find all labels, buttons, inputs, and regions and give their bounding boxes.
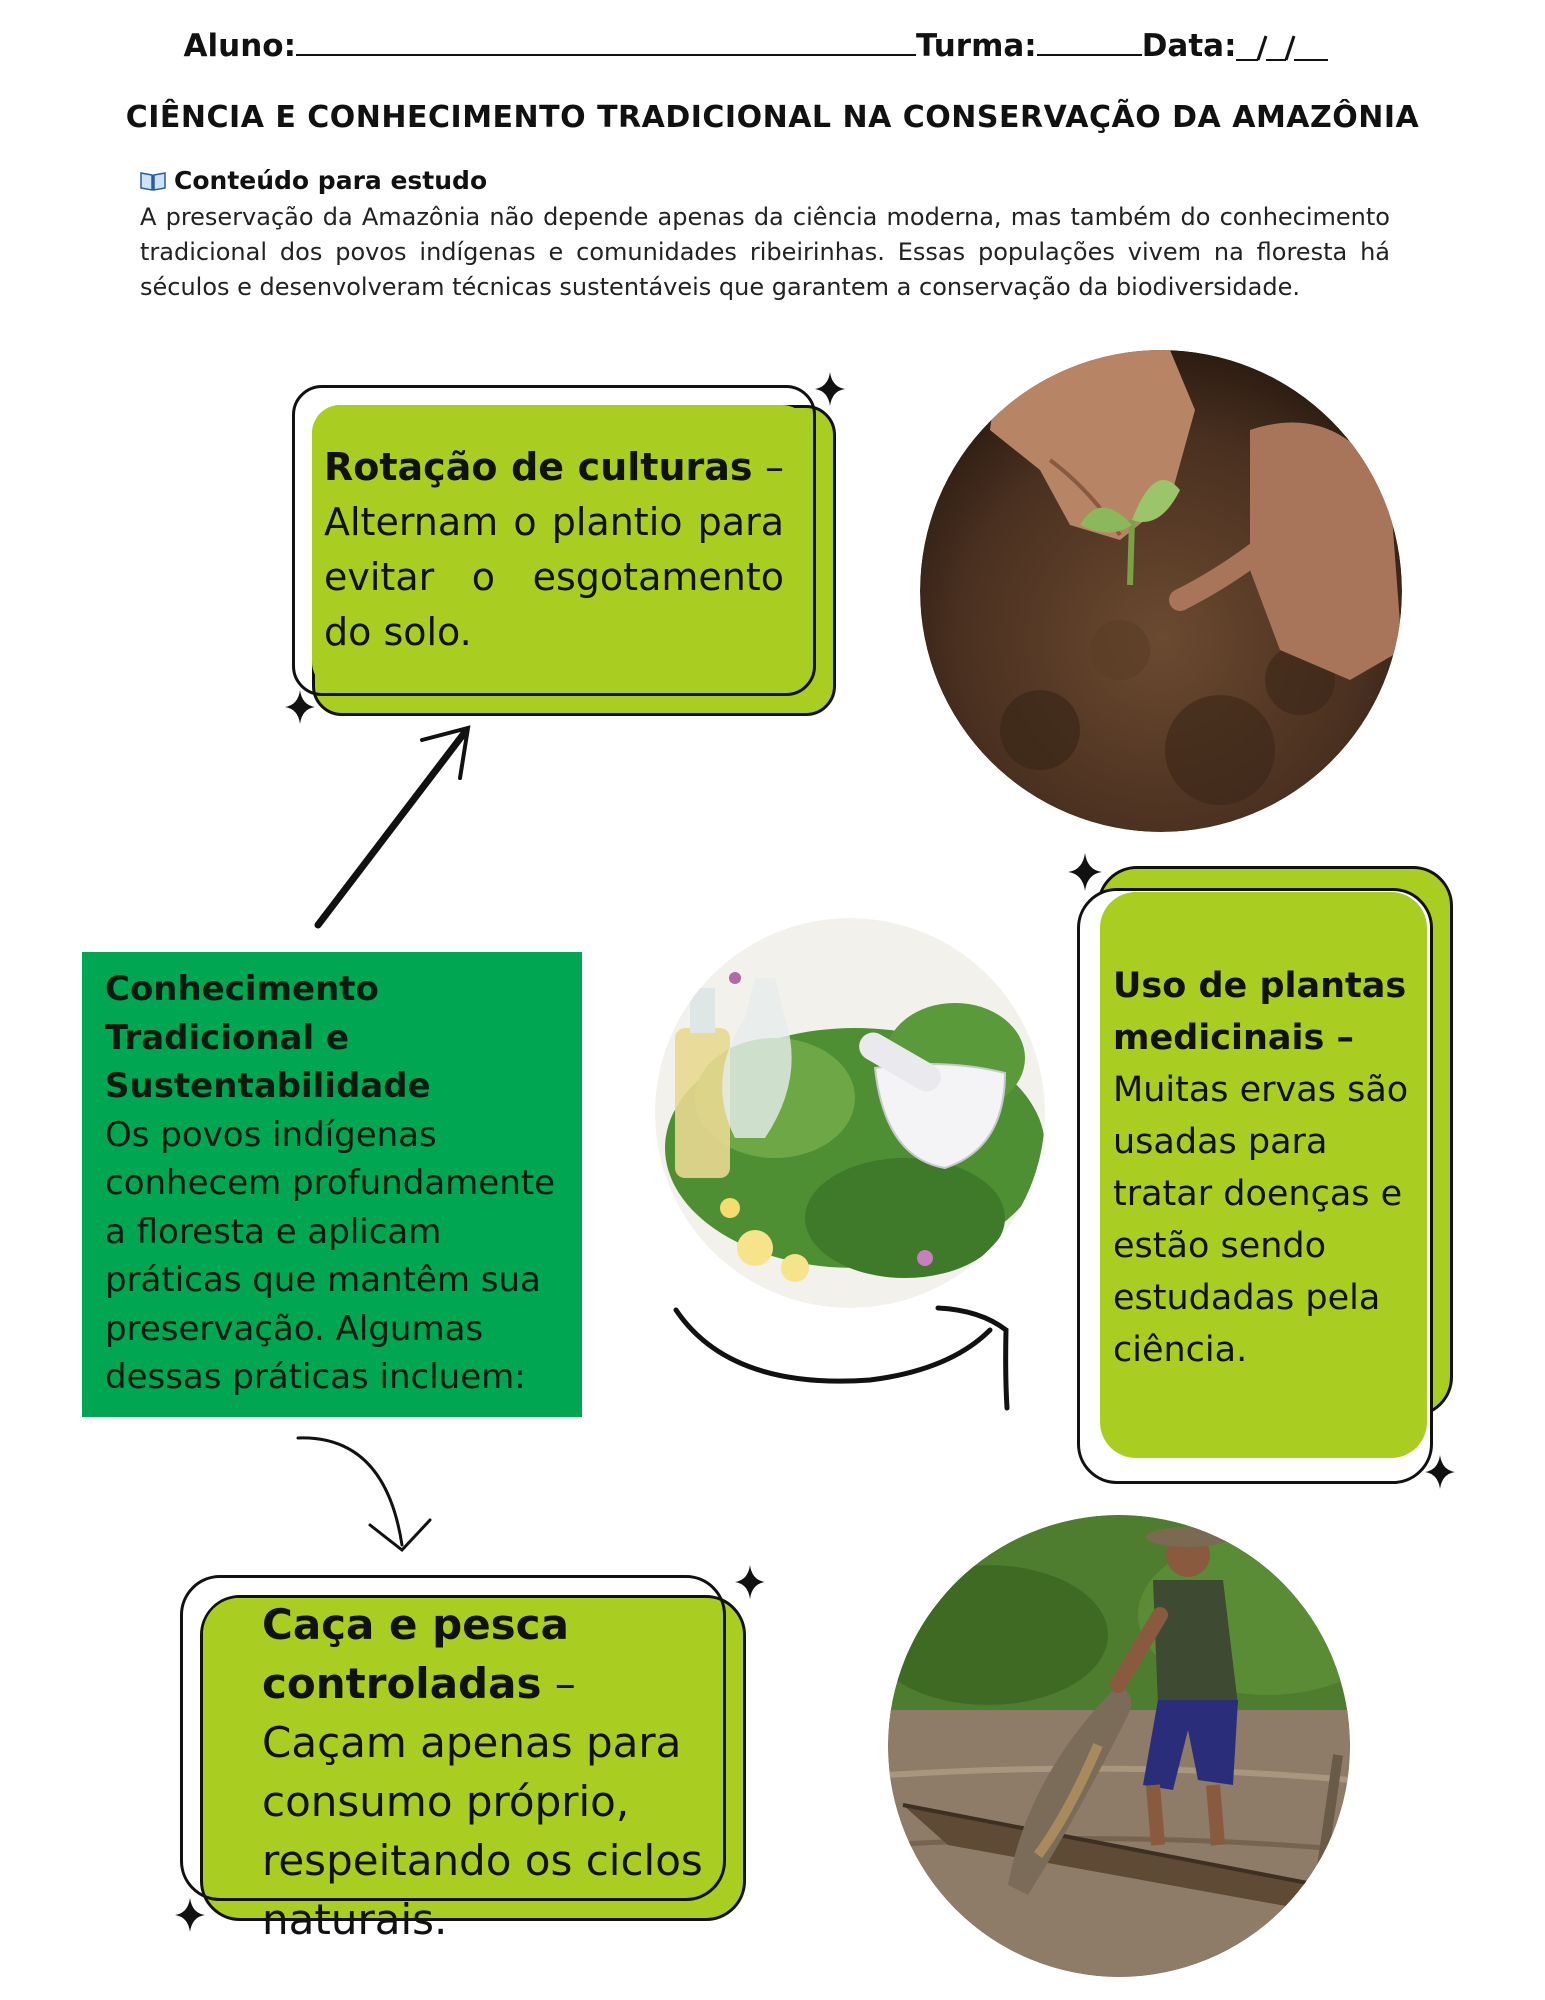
turma-blank[interactable] xyxy=(1037,30,1142,56)
card3-body: Caçam apenas para consumo próprio, respeitando os ciclos naturais. xyxy=(262,1718,703,1944)
center-body: Os povos indígenas conhecem profundamente a floresta e aplicam práticas que mantêm sua preservação. Algumas dessas práticas incluem: xyxy=(105,1114,555,1397)
turma-label: Turma: xyxy=(915,28,1037,64)
card-caca-pesca xyxy=(262,1595,732,1949)
card2-title: Uso de plantas medicinais – xyxy=(1113,966,1407,1058)
data-blank[interactable] xyxy=(1236,32,1361,56)
card1-body: Alternam o plantio para evitar o esgotamento do solo. xyxy=(324,500,784,654)
sparkle-icon xyxy=(285,690,315,724)
arrow-up-right-icon xyxy=(300,720,480,935)
sparkle-icon xyxy=(1425,1455,1455,1489)
sparkle-icon xyxy=(815,372,845,406)
arrow-curve-down-icon xyxy=(290,1430,440,1560)
photo-fisherman-river xyxy=(888,1515,1350,1977)
page-title: CIÊNCIA E CONHECIMENTO TRADICIONAL NA CONSERVAÇÃO DA AMAZÔNIA xyxy=(125,100,1420,135)
card3-title: Caça e pesca controladas xyxy=(262,1600,569,1708)
open-book-icon xyxy=(140,170,166,192)
card2-body: Muitas ervas são usadas para tratar doenças e estão sendo estudadas pela ciência. xyxy=(1113,1070,1409,1370)
date-slashes-icon xyxy=(1236,34,1361,64)
card-rotacao-culturas xyxy=(324,440,784,660)
photo-medicinal-herbs xyxy=(655,918,1045,1308)
card3-dash: – xyxy=(541,1659,576,1708)
aluno-blank[interactable] xyxy=(296,30,916,56)
sparkle-icon xyxy=(175,1898,205,1932)
student-info-line xyxy=(0,28,1545,64)
data-label: Data: xyxy=(1141,28,1237,64)
study-heading xyxy=(140,166,487,195)
aluno-label: Aluno: xyxy=(183,28,296,64)
card-plantas-medicinais xyxy=(1113,960,1433,1376)
study-heading-label: Conteúdo para estudo xyxy=(174,166,488,195)
arrow-curve-right-icon xyxy=(670,1290,1020,1420)
card1-title: Rotação de culturas xyxy=(324,445,753,489)
card1-dash: – xyxy=(752,445,784,489)
center-knowledge-text xyxy=(105,965,575,1402)
intro-paragraph: A preservação da Amazônia não depende apenas da ciência moderna, mas também do conhecimento tradicional dos povos indígenas e comunidades ribeirinhas. Essas populações vivem na floresta há séculos e desenvolveram técnicas sustentáveis que garantem a conservação da biodiversidade. xyxy=(140,203,1390,301)
photo-seedling-soil xyxy=(920,350,1402,832)
sparkle-icon xyxy=(1068,853,1102,891)
center-title: Conhecimento Tradicional e Sustentabilidade xyxy=(105,969,431,1106)
sparkle-icon xyxy=(735,1565,765,1599)
